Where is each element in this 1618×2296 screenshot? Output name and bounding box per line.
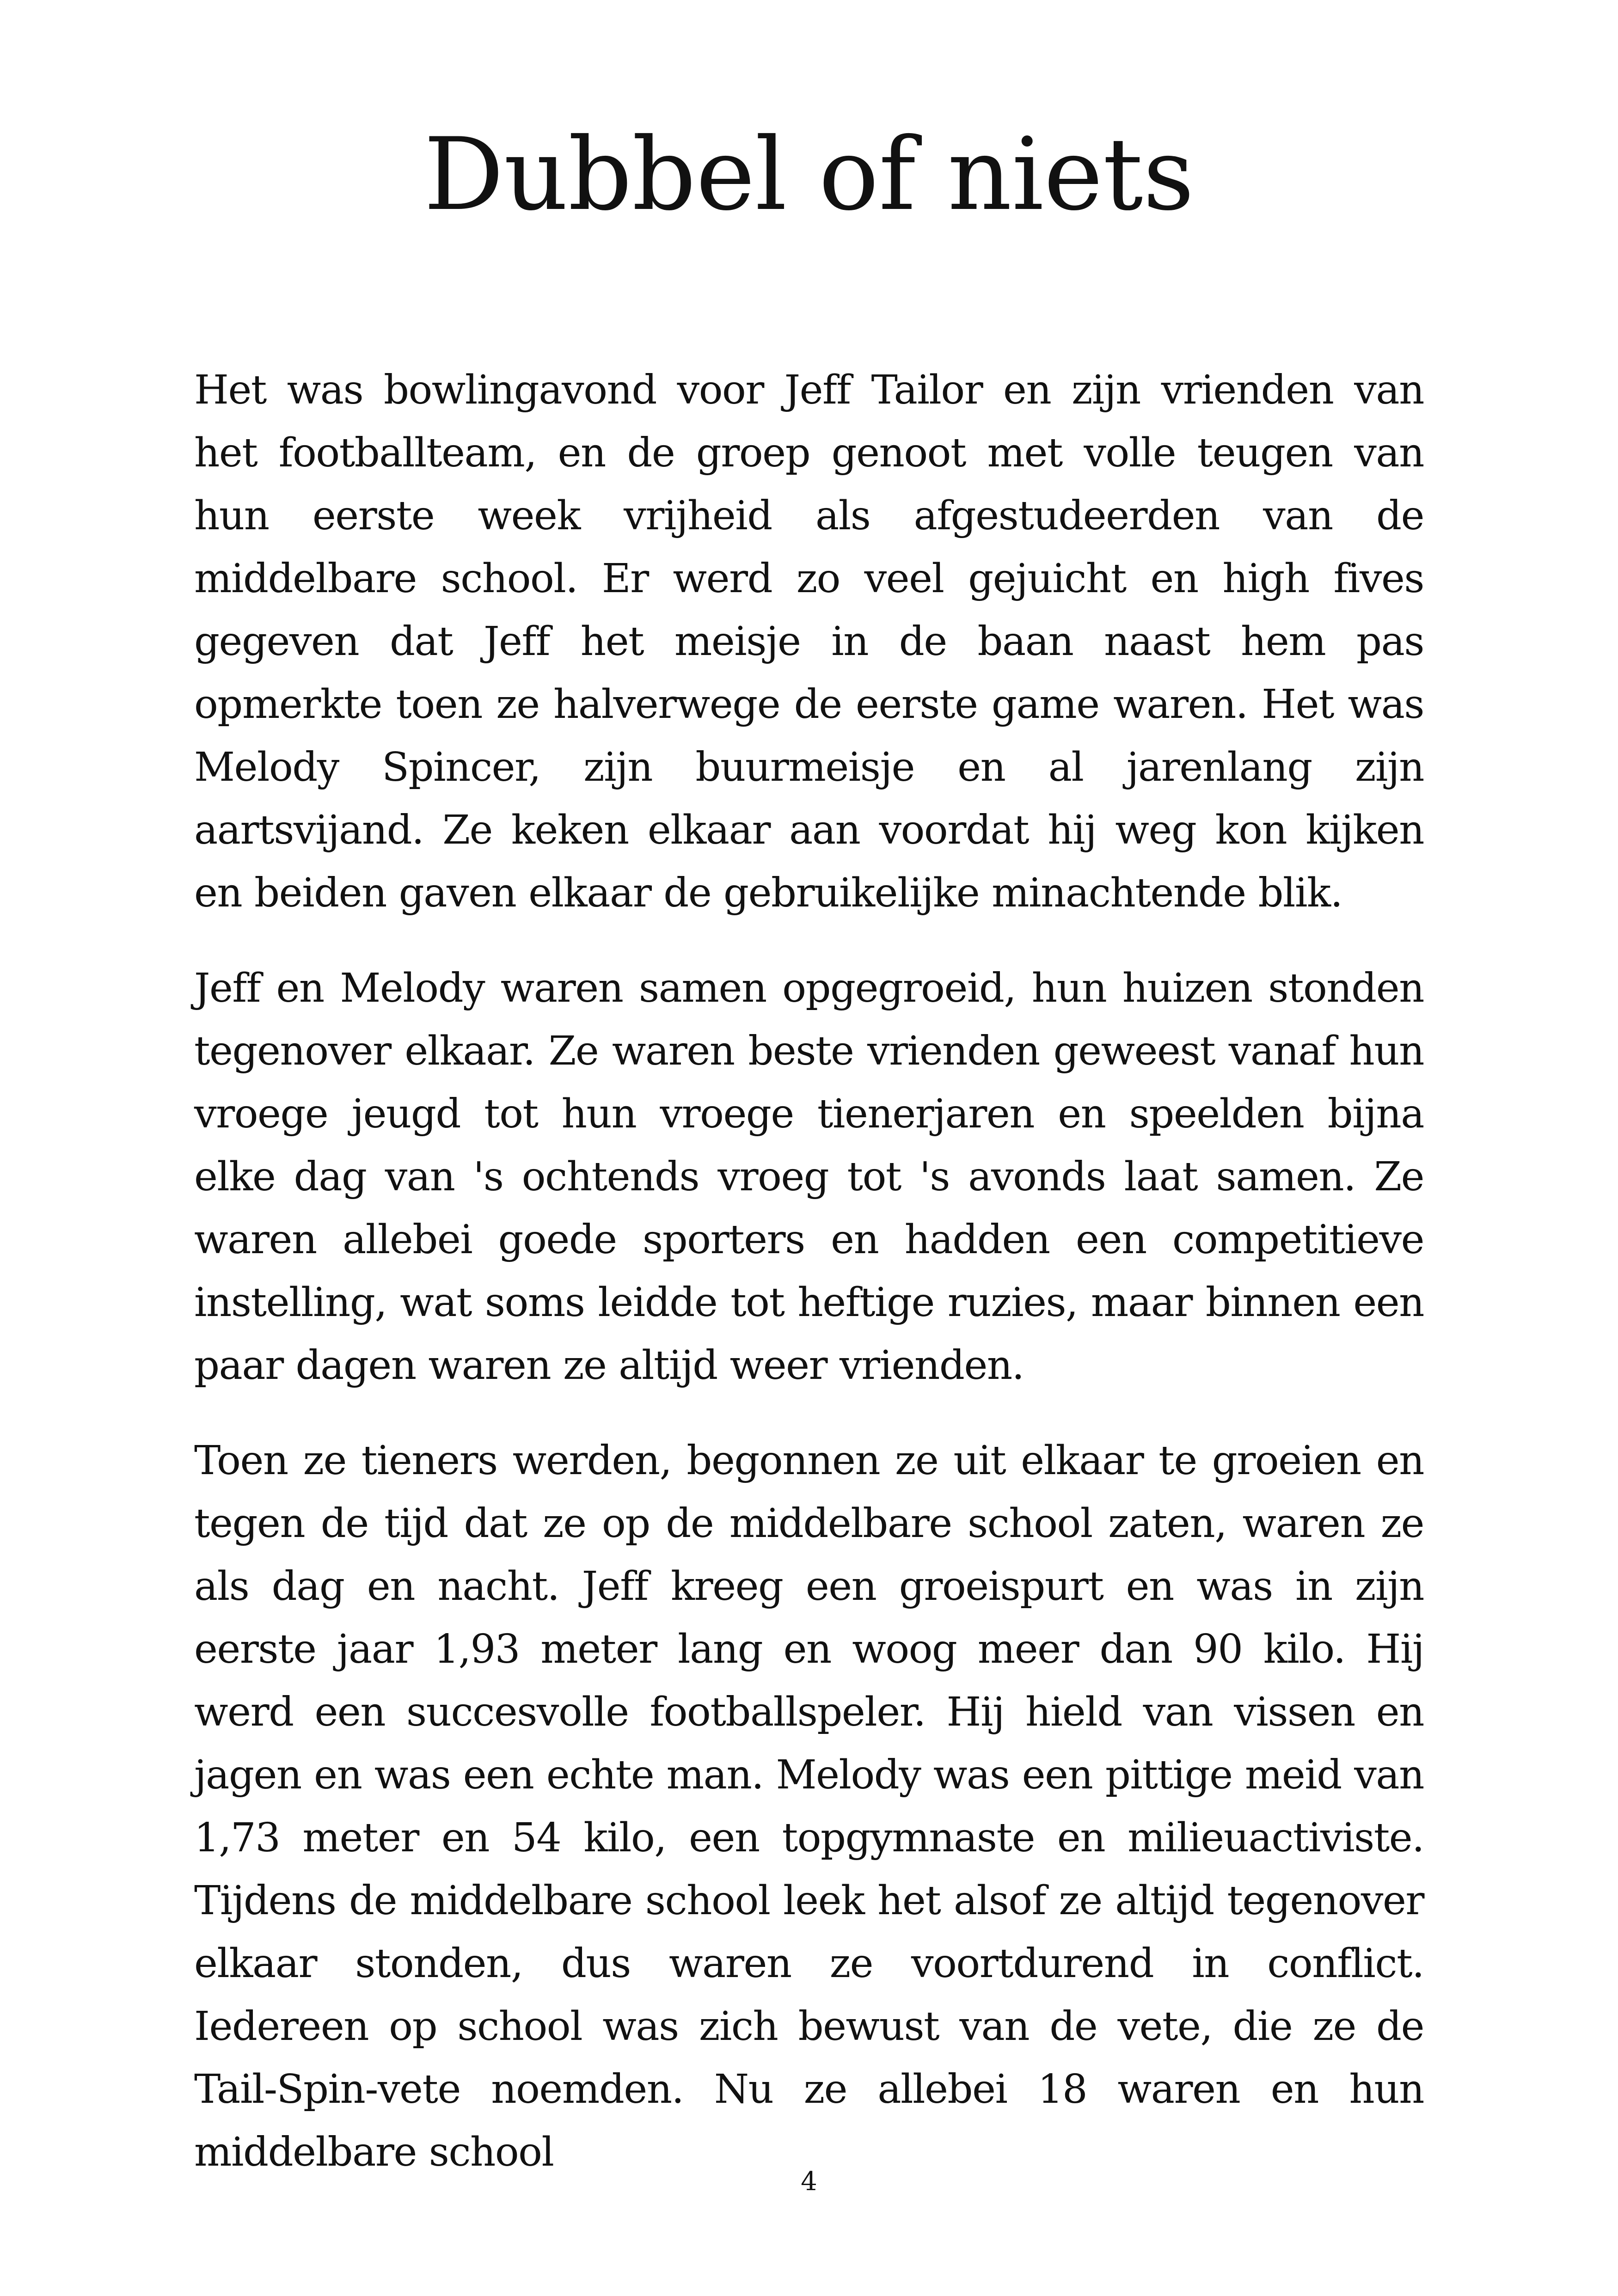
paragraph-2: Jeff en Melody waren samen opgegroeid, hun huizen stonden tegenover elkaar. Ze waren beste vrienden geweest vanaf hun vroege jeugd tot hun vroege tienerjaren en speelden bijna elke dag van 's ochtends vroeg tot 's avonds laat samen. Ze waren allebei goede sporters en hadden een competitieve instelling, wat soms leidde tot heftige ruzies, maar binnen een paar dagen waren ze altijd weer vrienden. (194, 965, 1424, 1389)
page-title: Dubbel of niets (423, 116, 1195, 233)
page-number: 4 (801, 2167, 817, 2197)
body-text (194, 359, 1424, 2216)
paragraph-3: Toen ze tieners werden, begonnen ze uit elkaar te groeien en tegen de tijd dat ze op de middelbare school zaten, waren ze als dag en nacht. Jeff kreeg een groeispurt en was in zijn eerste jaar 1,93 meter lang en woog meer dan 90 kilo. Hij werd een succesvolle footballspeler. Hij hield van vissen en jagen en was een echte man. Melody was een pittige meid van 1,73 meter en 54 kilo, een topgymnaste en milieuactiviste. Tijdens de middelbare school leek het alsof ze altijd tegenover elkaar stonden, dus waren ze voortdurend in conflict. Iedereen op school was zich bewust van de vete, die ze de Tail-Spin-vete noemden. Nu ze allebei 18 waren en hun middelbare school (194, 1438, 1424, 2175)
paragraph-1: Het was bowlingavond voor Jeff Tailor en zijn vrienden van het footballteam, en de groep genoot met volle teugen van hun eerste week vrijheid als afgestudeerden van de middelbare school. Er werd zo veel gejuicht en high fives gegeven dat Jeff het meisje in de baan naast hem pas opmerkte toen ze halverwege de eerste game waren. Het was Melody Spincer, zijn buurmeisje en al jarenlang zijn aartsvijand. Ze keken elkaar aan voordat hij weg kon kijken en beiden gaven elkaar de gebruikelijke minachtende blik. (194, 367, 1424, 916)
